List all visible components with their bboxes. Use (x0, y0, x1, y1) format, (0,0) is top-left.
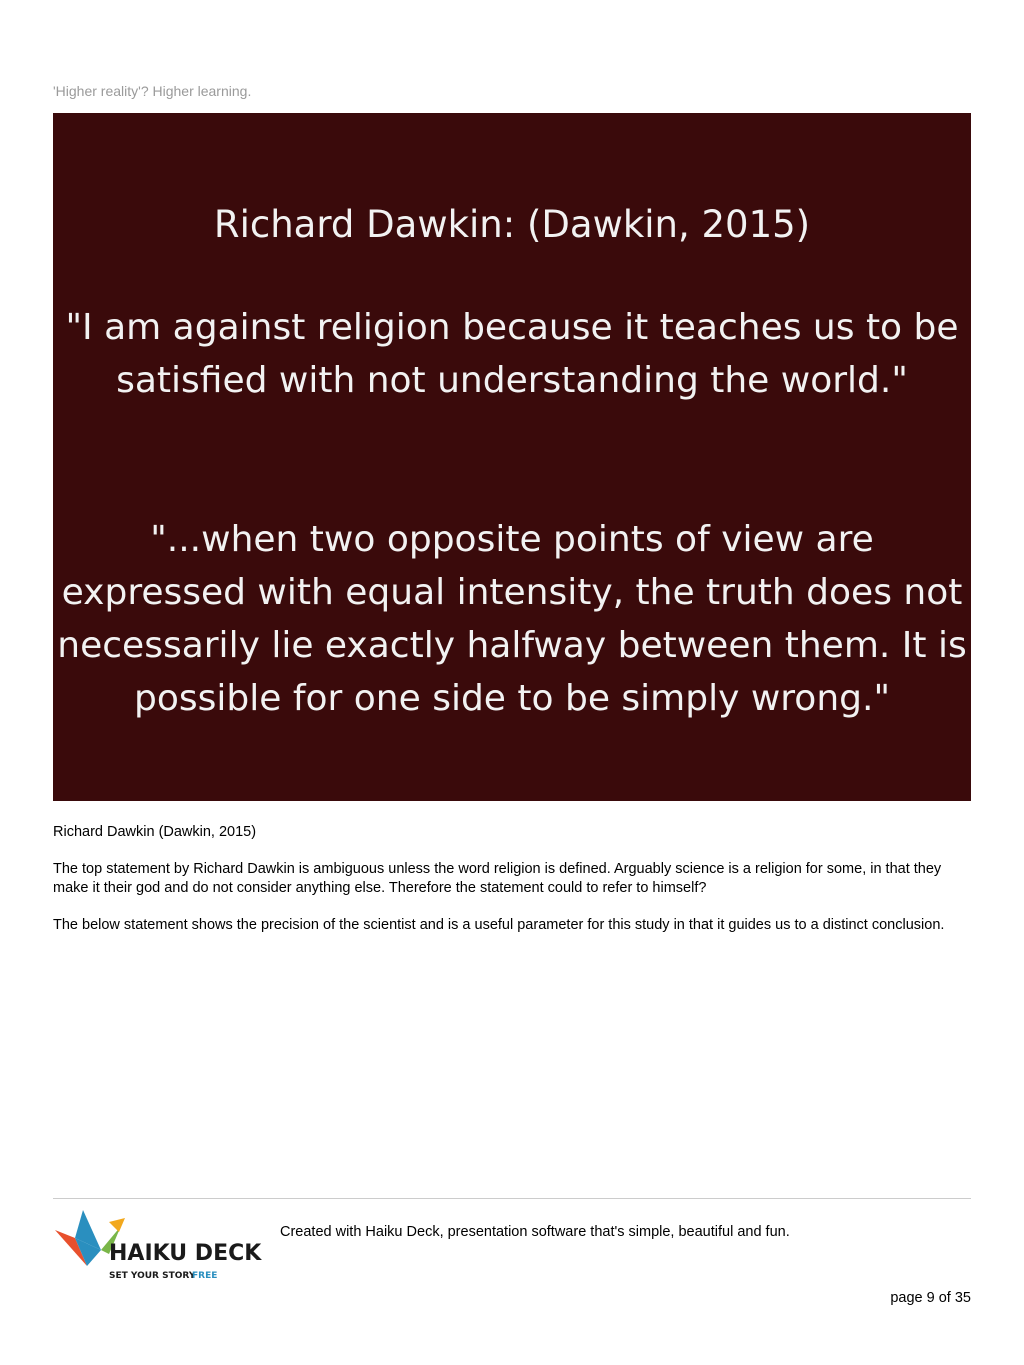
slide-quote-opposite-views: "...when two opposite points of view are expressed with equal intensity, the truth does not necessarily lie exactly halfway between them. It is possible for one side to be simply wrong." (57, 519, 967, 719)
notes-paragraph-1: The top statement by Richard Dawkin is ambiguous unless the word religion is defined. Arguably science is a religion for some, in that they make it their god and do not consider anything else. Therefore the statement could to refer to himself? (53, 861, 942, 896)
slide-image (53, 113, 971, 801)
slide-heading: Richard Dawkin: (Dawkin, 2015) (213, 203, 811, 246)
footer-credit: Created with Haiku Deck, presentation software that's simple, beautiful and fun. (280, 1224, 790, 1240)
logo-tagline-accent: FREE (192, 1271, 218, 1281)
notes-paragraph-2: The below statement shows the precision of the scientist and is a useful parameter for this study in that it guides us to a distinct conclusion. (53, 917, 945, 933)
notes-title: Richard Dawkin (Dawkin, 2015) (53, 824, 257, 840)
footer-divider (53, 1198, 971, 1199)
logo-wordmark: HAIKU DECK (109, 1241, 262, 1266)
haiku-deck-crane-icon (53, 1208, 263, 1283)
slide-quote-religion: "I am against religion because it teaches us to be satisfied with not understanding the world." (65, 307, 959, 401)
deck-title: 'Higher reality'? Higher learning. (53, 83, 252, 99)
logo-tagline: SET YOUR STORY (109, 1271, 196, 1281)
speaker-notes (53, 823, 973, 953)
page-number: page 9 of 35 (890, 1290, 971, 1306)
haiku-deck-logo (53, 1208, 263, 1283)
